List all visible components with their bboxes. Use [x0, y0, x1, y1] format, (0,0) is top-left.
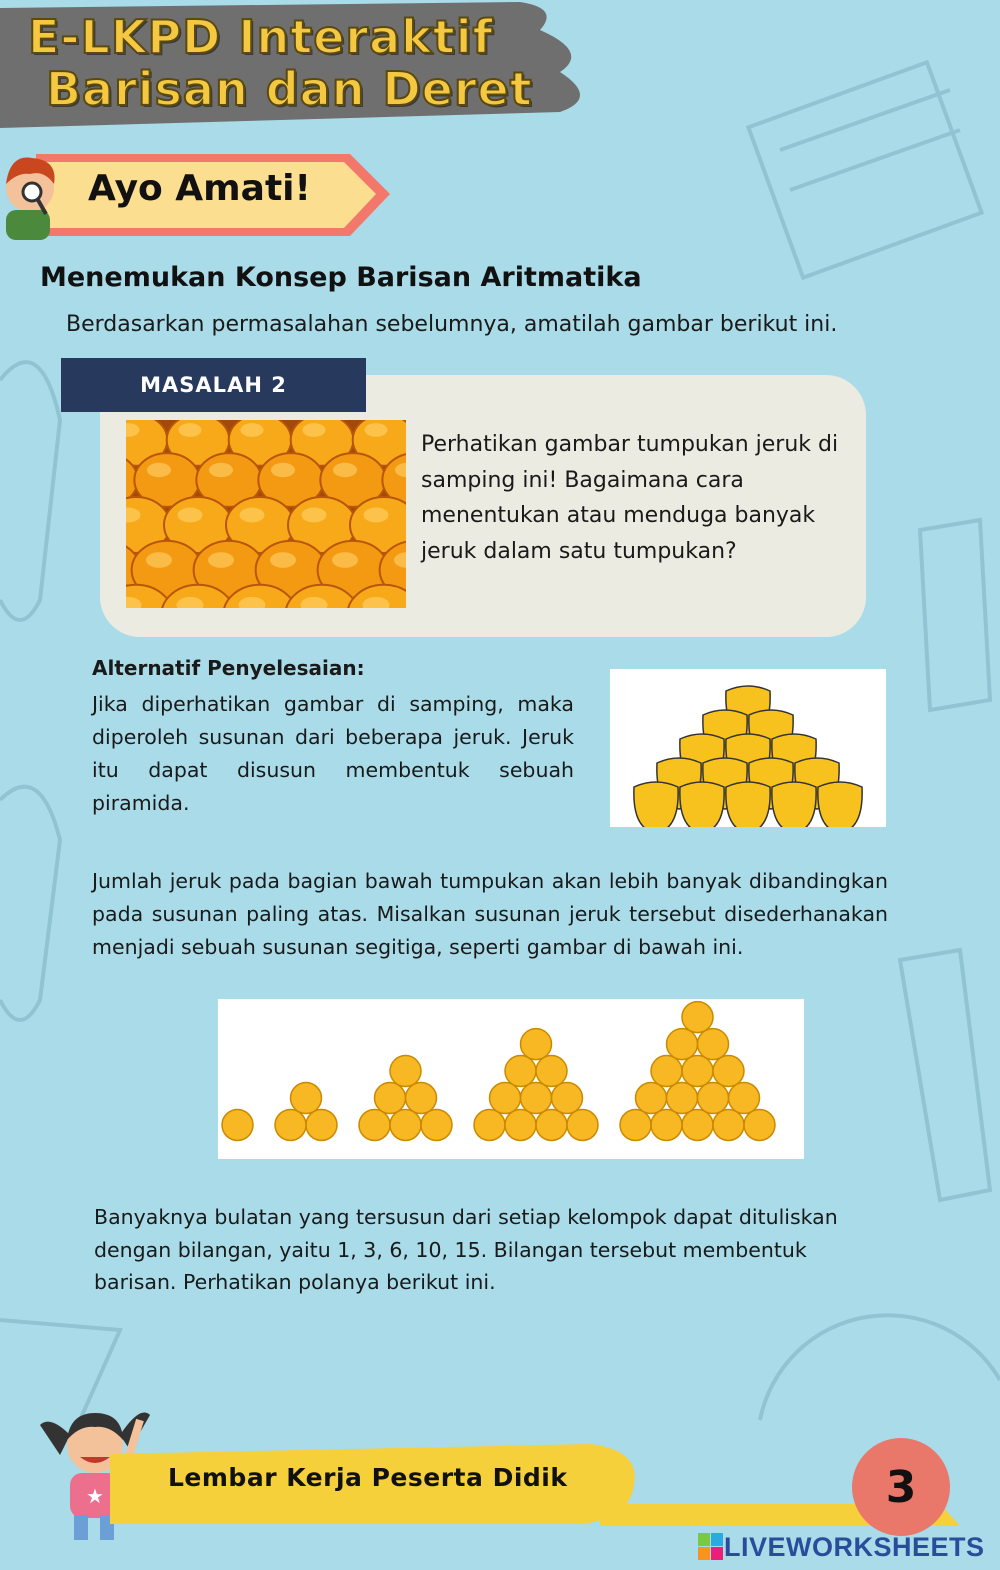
- triangle-dot: [667, 1029, 698, 1060]
- photo-orange-highlight: [241, 423, 264, 437]
- photo-orange-highlight: [365, 423, 388, 437]
- triangle-dot: [729, 1083, 760, 1114]
- masalah-question-text: Perhatikan gambar tumpukan jeruk di samping ini! Bagaimana cara menentukan atau menduga banyak jeruk dalam satu tumpukan?: [421, 432, 839, 564]
- triangle-dot: [651, 1110, 682, 1141]
- triangle-dot: [505, 1110, 536, 1141]
- triangle-dot: [682, 1056, 713, 1087]
- photo-orange-highlight: [146, 552, 172, 568]
- triangle-dot: [536, 1110, 567, 1141]
- triangle-dot: [536, 1056, 567, 1087]
- triangle-dot: [390, 1056, 421, 1087]
- triangle-group-1: [222, 1110, 253, 1141]
- title-line-2: Barisan dan Deret: [46, 62, 533, 116]
- pyramid-orange: [772, 782, 816, 827]
- banyak-text: Banyaknya bulatan yang tersusun dari setiap kelompok dapat dituliskan dengan bilangan, yaitu 1, 3, 6, 10, 15. Bilangan tersebut membentuk barisan. Perhatikan polanya berikut ini.: [94, 1205, 838, 1294]
- svg-text:★: ★: [86, 1484, 104, 1508]
- triangle-dot: [406, 1083, 437, 1114]
- orange-pyramid-illustration: [610, 669, 886, 827]
- triangle-dot: [552, 1083, 583, 1114]
- photo-orange-highlight: [208, 552, 234, 568]
- triangle-dot: [521, 1029, 552, 1060]
- triangle-dot: [521, 1083, 552, 1114]
- photo-orange-highlight: [333, 463, 357, 477]
- triangle-dot: [490, 1083, 521, 1114]
- orange-stack-photo: [126, 420, 406, 608]
- pyramid-orange: [726, 782, 770, 827]
- liveworksheets-logo[interactable]: [698, 1530, 985, 1564]
- alternatif-text: Jika diperhatikan gambar di samping, maka diperoleh susunan dari beberapa jeruk. Jeruk itu dapat disusun membentuk sebuah piramida.: [92, 692, 574, 815]
- footer-label: Lembar Kerja Peserta Didik: [168, 1463, 568, 1492]
- triangle-dot: [222, 1110, 253, 1141]
- photo-orange-highlight: [364, 508, 389, 523]
- triangle-group-15: [620, 1002, 775, 1141]
- jumlah-text: Jumlah jeruk pada bagian bawah tumpukan akan lebih banyak dibandingkan pada susunan paling atas. Misalkan susunan jeruk tersebut disederhanakan menjadi sebuah susunan segitiga, seperti gambar di bawah ini.: [92, 869, 888, 959]
- triangle-dot: [390, 1110, 421, 1141]
- photo-orange-highlight: [270, 552, 296, 568]
- liveworksheets-text: LIVEWORKSHEETS: [724, 1531, 985, 1562]
- triangle-dot: [698, 1083, 729, 1114]
- title-line-1: E-LKPD Interaktif: [28, 10, 494, 64]
- triangle-dot: [667, 1083, 698, 1114]
- masalah-tab: MASALAH 2: [61, 358, 366, 412]
- page-number: 3: [852, 1438, 950, 1536]
- triangle-group-3: [275, 1083, 337, 1141]
- photo-orange-highlight: [332, 552, 358, 568]
- section-heading: Menemukan Konsep Barisan Aritmatika: [40, 262, 642, 293]
- photo-orange-highlight: [147, 463, 171, 477]
- triangle-dot: [275, 1110, 306, 1141]
- pyramid-orange: [818, 782, 862, 827]
- pyramid-orange: [680, 782, 724, 827]
- triangle-dot: [567, 1110, 598, 1141]
- triangle-dot: [620, 1110, 651, 1141]
- intro-text: Berdasarkan permasalahan sebelumnya, amatilah gambar berikut ini.: [66, 312, 838, 337]
- triangle-dot: [713, 1056, 744, 1087]
- triangle-group-10: [474, 1029, 598, 1141]
- triangle-group-6: [359, 1056, 452, 1141]
- photo-orange-highlight: [303, 423, 326, 437]
- photo-orange-highlight: [271, 463, 295, 477]
- photo-orange-highlight: [240, 508, 265, 523]
- triangle-dot: [682, 1002, 713, 1033]
- photo-orange-highlight: [209, 463, 233, 477]
- triangle-number-patterns: [218, 999, 804, 1159]
- triangle-dot: [744, 1110, 775, 1141]
- triangle-dot: [291, 1083, 322, 1114]
- liveworksheets-icon: [698, 1533, 724, 1561]
- triangle-dot: [359, 1110, 390, 1141]
- triangle-dot: [421, 1110, 452, 1141]
- triangle-dot: [713, 1110, 744, 1141]
- triangle-dot: [651, 1056, 682, 1087]
- triangle-dot: [636, 1083, 667, 1114]
- alternatif-heading: Alternatif Penyelesaian:: [92, 656, 365, 680]
- triangle-dot: [375, 1083, 406, 1114]
- ayo-amati-label: Ayo Amati!: [88, 168, 311, 209]
- triangle-dot: [698, 1029, 729, 1060]
- triangle-dot: [306, 1110, 337, 1141]
- triangle-dot: [474, 1110, 505, 1141]
- photo-orange-highlight: [178, 508, 203, 523]
- triangle-dot: [505, 1056, 536, 1087]
- triangle-dot: [682, 1110, 713, 1141]
- photo-orange-highlight: [179, 423, 202, 437]
- pyramid-orange: [634, 782, 678, 827]
- photo-orange-highlight: [302, 508, 327, 523]
